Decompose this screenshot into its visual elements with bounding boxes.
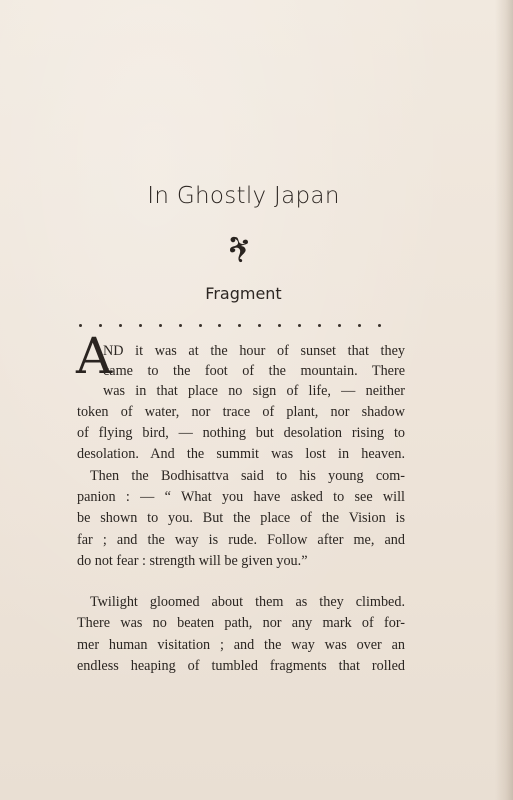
separator-dot xyxy=(338,324,341,327)
separator-dot xyxy=(318,324,321,327)
text-line: endless heaping of tumbled fragments that rolled xyxy=(77,658,405,674)
separator-dot xyxy=(199,324,202,327)
chapter-title: Fragment xyxy=(205,284,282,303)
separator-dot xyxy=(159,324,162,327)
text-line: panion : — “ What you have asked to see will xyxy=(77,489,405,505)
book-title: In Ghostly Japan xyxy=(147,183,340,209)
text-line: Twilight gloomed about them as they climbed. xyxy=(90,594,405,610)
text-line: ND it was at the hour of sunset that they xyxy=(103,343,405,359)
text-line: token of water, nor trace of plant, nor shadow xyxy=(77,404,405,420)
separator-dot xyxy=(278,324,281,327)
text-line: Then the Bodhisattva said to his young com- xyxy=(90,468,405,484)
page-edge-shadow xyxy=(495,0,513,800)
drop-cap: A xyxy=(76,327,113,385)
text-line: mer human visitation ; and the way was over an xyxy=(77,637,405,653)
separator-dot xyxy=(258,324,261,327)
fleuron-ornament-icon xyxy=(226,234,252,264)
separator-dot xyxy=(218,324,221,327)
text-line: came to the foot of the mountain. There xyxy=(103,363,405,379)
text-line: be shown to you. But the place of the Vision is xyxy=(77,510,405,526)
separator-dot xyxy=(179,324,182,327)
dotted-separator xyxy=(79,322,381,328)
text-line: desolation. And the summit was lost in heaven. xyxy=(77,446,405,462)
text-line: of flying bird, — nothing but desolation rising to xyxy=(77,425,405,441)
separator-dot xyxy=(119,324,122,327)
separator-dot xyxy=(139,324,142,327)
separator-dot xyxy=(358,324,361,327)
separator-dot xyxy=(298,324,301,327)
text-line: do not fear : strength will be given you.” xyxy=(77,553,308,569)
separator-dot xyxy=(378,324,381,327)
separator-dot xyxy=(238,324,241,327)
text-line: far ; and the way is rude. Follow after me, and xyxy=(77,532,405,548)
text-line: There was no beaten path, nor any mark of for- xyxy=(77,615,405,631)
text-line: was in that place no sign of life, — neither xyxy=(103,383,405,399)
